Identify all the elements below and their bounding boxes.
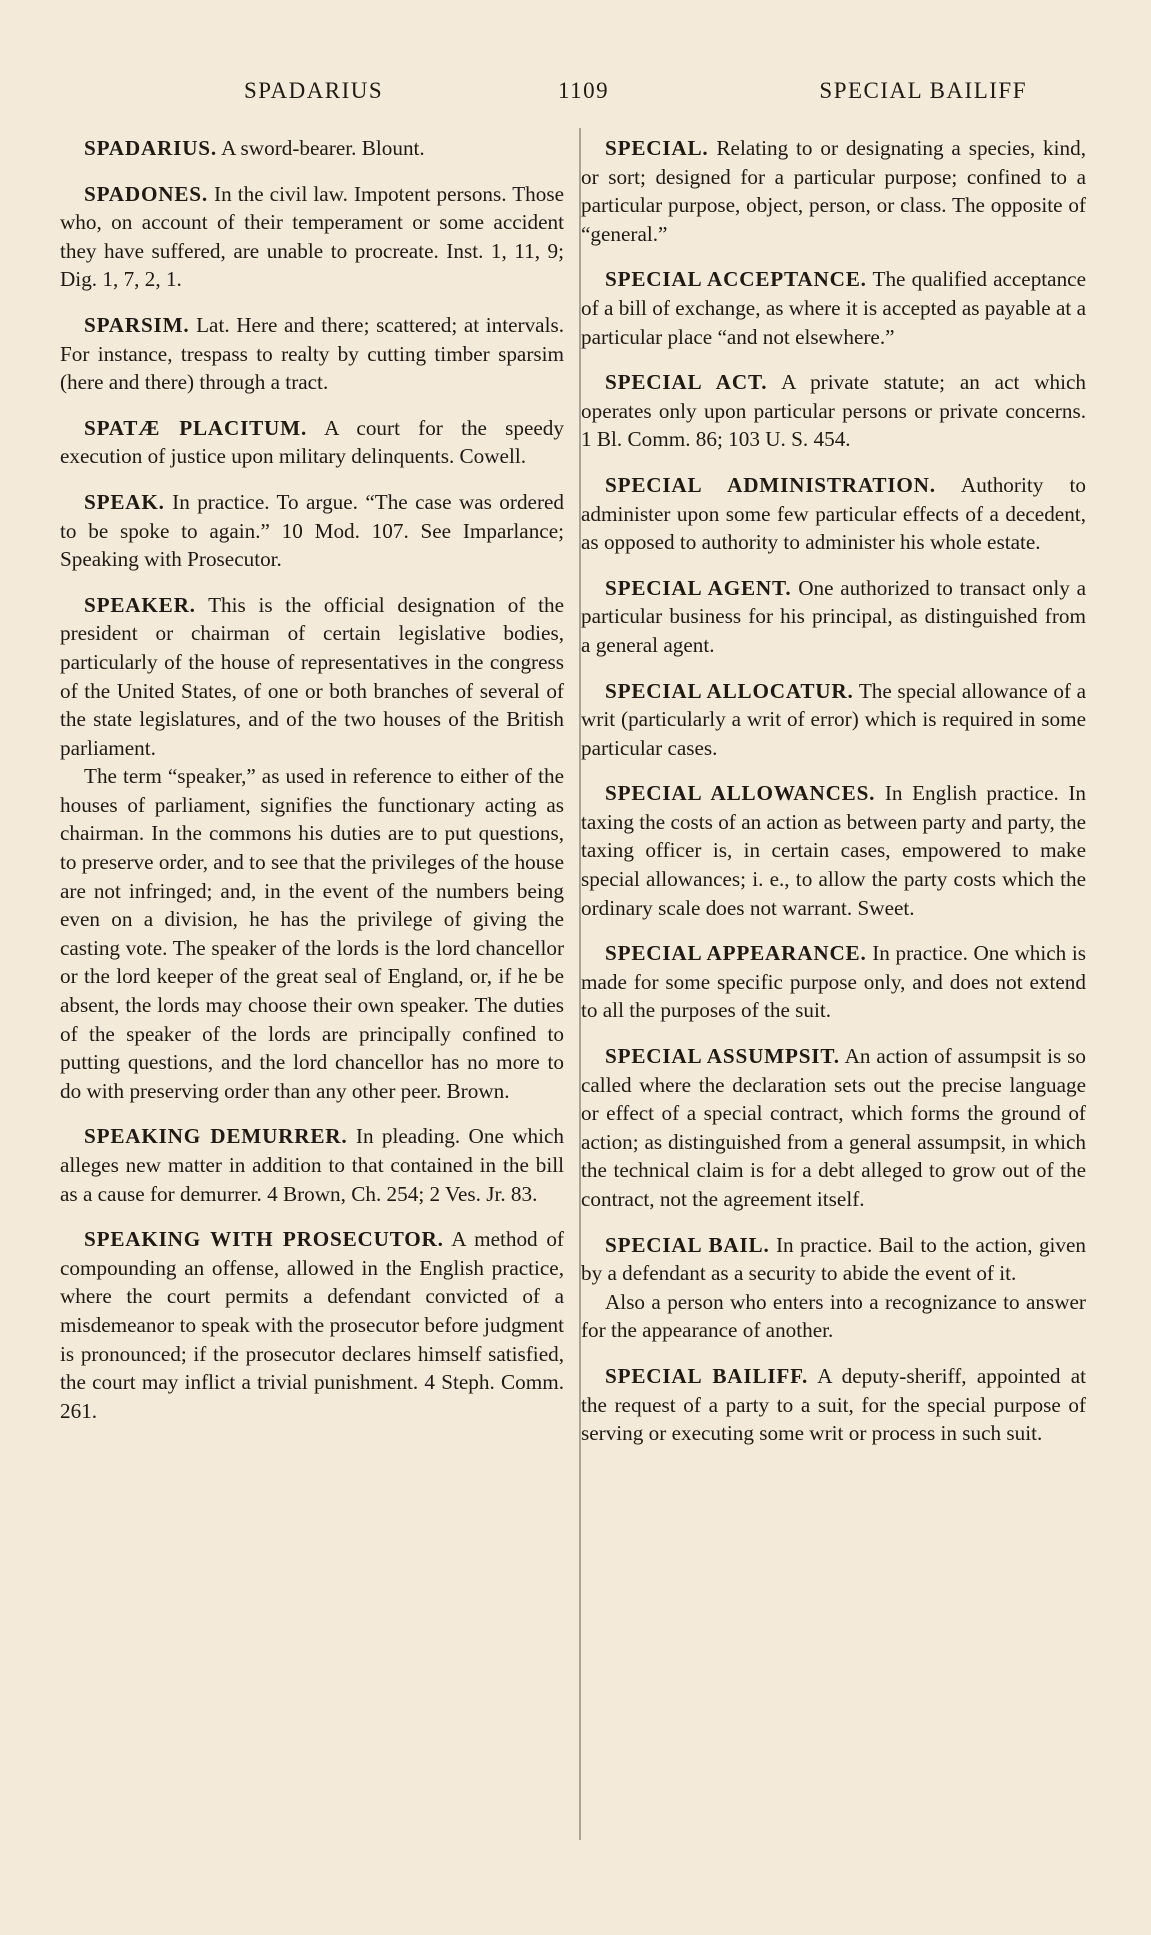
entry-term: SPEAKING DEMURRER. [84,1124,348,1149]
running-header [62,78,1089,118]
entry-definition: In practice. To argue. “The case was ordered to be spoke to again.” 10 Mod. 107. See Imparlance; Speaking with Prosecutor. [60,489,565,572]
page-number: 1109 [558,78,610,103]
left-column [60,134,564,1442]
entry-paragraph [60,414,564,471]
entry-paragraph [60,180,564,294]
entry-definition: In pleading. One which alleges new matter in addition to that contained in the bill as a cause for demurrer. 4 Brown, Ch. 254; 2 Ves. Jr. 83. [60,1124,564,1206]
header-left-term: SPADARIUS [244,78,384,103]
entry-term: SPEAKING WITH PROSECUTOR. [84,1227,444,1252]
entry-paragraph [60,1225,564,1425]
entry-paragraph [581,1288,1086,1345]
dictionary-entry [581,471,1086,557]
entry-term: SPEAK. [84,489,165,514]
entry-definition: In practice. Bail to the action, given by a defendant as a security to abide the event of it. [581,1232,1087,1286]
dictionary-entry [60,488,564,574]
entry-term: SPATÆ PLACITUM. [84,415,308,440]
entry-term: SPECIAL ADMINISTRATION. [605,472,936,497]
entry-term: SPECIAL ALLOWANCES. [605,781,876,806]
entry-term: SPECIAL ACT. [605,370,768,395]
entry-term: SPECIAL. [605,136,709,160]
dictionary-entry [581,368,1086,454]
dictionary-entry [581,1042,1086,1214]
entry-definition: Authority to administer upon some few particular effects of a decedent, as opposed to authority to administer his whole estate. [581,472,1086,555]
entry-term: SPECIAL BAILIFF. [605,1363,809,1388]
entry-paragraph [60,762,564,1105]
entry-paragraph [60,311,564,397]
entry-definition: A private statute; an act which operates only upon particular persons or private concerns. 1 Bl. Comm. 86; 103 U. S. 454. [581,370,1086,452]
entry-paragraph [581,779,1086,922]
entry-paragraph [60,488,564,574]
entry-definition: A sword-bearer. Blount. [221,136,425,160]
entry-definition: A court for the speedy execution of justice upon military delinquents. Cowell. [60,415,564,469]
dictionary-entry [581,1231,1086,1345]
dictionary-entry [60,591,564,1106]
entry-term: SPECIAL ASSUMPSIT. [605,1044,840,1069]
entry-definition: Lat. Here and there; scattered; at intervals. For instance, trespass to realty by cutting timber sparsim (here and there) through a tract. [60,312,565,395]
entry-term: SPECIAL APPEARANCE. [605,941,867,966]
entry-term: SPECIAL ALLOCATUR. [605,678,854,703]
entry-definition: A method of compounding an offense, allowed in the English practice, where the court permits a defendant convicted of a misdemeanor to speak with the prosecutor before judgment is pronounced; if the prosecutor declares himself satisfied, the court may inflict a trivial punishment. 4 Steph. Comm. 261. [60,1227,564,1423]
entry-paragraph [581,134,1086,248]
entry-term: SPADARIUS. [84,136,217,160]
entry-paragraph [60,591,564,763]
entry-paragraph [581,1362,1086,1448]
dictionary-entry [60,1225,564,1425]
entry-term: SPARSIM. [84,312,190,337]
dictionary-entry [60,414,564,471]
dictionary-entry [581,134,1086,248]
dictionary-entry [581,574,1086,660]
dictionary-entry [581,265,1086,351]
entry-definition: In practice. One which is made for some specific purpose only, and does not extend to all the purposes of the suit. [581,941,1086,1023]
entry-definition: This is the official designation of the president or chairman of certain legislative bodies, particularly of the house of representatives in the congress of the United States, of one or both branches of several of the state legislatures, and of the two houses of the British parliament. [60,592,564,760]
dictionary-entry [60,180,564,294]
entry-paragraph [581,368,1086,454]
header-right-term: SPECIAL BAILIFF [819,78,1027,103]
entry-term: SPECIAL AGENT. [605,575,792,600]
entry-definition: An action of assumpsit is so called where the declaration sets out the precise language or effect of a special contract, which forms the ground of action; as distinguished from a general assumpsit, in which the technical claim is for a debt alleged to grow out of the contract, not the agreement itself. [581,1044,1086,1211]
entry-definition: In the civil law. Impotent persons. Those who, on account of their temperament or some accident they have suffered, are unable to procreate. Inst. 1, 11, 9; Dig. 1, 7, 2, 1. [60,181,564,292]
entry-paragraph [60,134,564,163]
entry-definition: Also a person who enters into a recognizance to answer for the appearance of another. [581,1289,1086,1343]
entry-term: SPADONES. [84,181,208,206]
dictionary-entry [60,134,564,163]
entry-definition: The qualified acceptance of a bill of exchange, as where it is accepted as payable at a particular place “and not elsewhere.” [581,267,1086,349]
entry-definition: One authorized to transact only a particular business for his principal, as distinguished from a general agent. [581,575,1086,657]
right-column [581,134,1086,1465]
dictionary-entry [581,677,1086,763]
entry-definition: Relating to or designating a species, kind, or sort; designed for a particular purpose; confined to a particular purpose, object, person, or class. The opposite of “general.” [581,136,1086,246]
entry-paragraph [581,265,1086,351]
entry-paragraph [581,677,1086,763]
dictionary-entry [60,1122,564,1208]
entry-definition: The term “speaker,” as used in reference to either of the houses of parliament, signifies the functionary acting as chairman. In the commons his duties are to put questions, to preserve order, and to see that the privileges of the house are not infringed; and, in the event of the numbers being even on a division, he has the privilege of giving the casting vote. The speaker of the lords is the lord chancellor or the lord keeper of the great seal of England, or, if he be absent, the lords may choose their own speaker. The duties of the speaker of the lords are principally confined to putting questions, and the lord chancellor has no more to do with preserving order than any other peer. Brown. [60,764,564,1103]
entry-paragraph [581,471,1086,557]
entry-paragraph [60,1122,564,1208]
dictionary-entry [581,779,1086,922]
entry-term: SPEAKER. [84,592,196,617]
dictionary-entry [581,939,1086,1025]
entry-definition: A deputy-sheriff, appointed at the request of a party to a suit, for the special purpose of serving or executing some writ or process in such suit. [581,1363,1086,1446]
entry-paragraph [581,574,1086,660]
entry-definition: The special allowance of a writ (particularly a writ of error) which is required in some particular cases. [581,678,1086,760]
entry-paragraph [581,1042,1086,1214]
entry-paragraph [581,939,1086,1025]
entry-term: SPECIAL ACCEPTANCE. [605,267,867,292]
dictionary-entry [581,1362,1086,1448]
entry-definition: In English practice. In taxing the costs of an action as between party and party, the taxing officer is, in certain cases, empowered to make special allowances; i. e., to allow the party costs which the ordinary scale does not warrant. Sweet. [581,781,1086,920]
dictionary-entry [60,311,564,397]
entry-paragraph [581,1231,1086,1288]
entry-term: SPECIAL BAIL. [605,1232,770,1257]
